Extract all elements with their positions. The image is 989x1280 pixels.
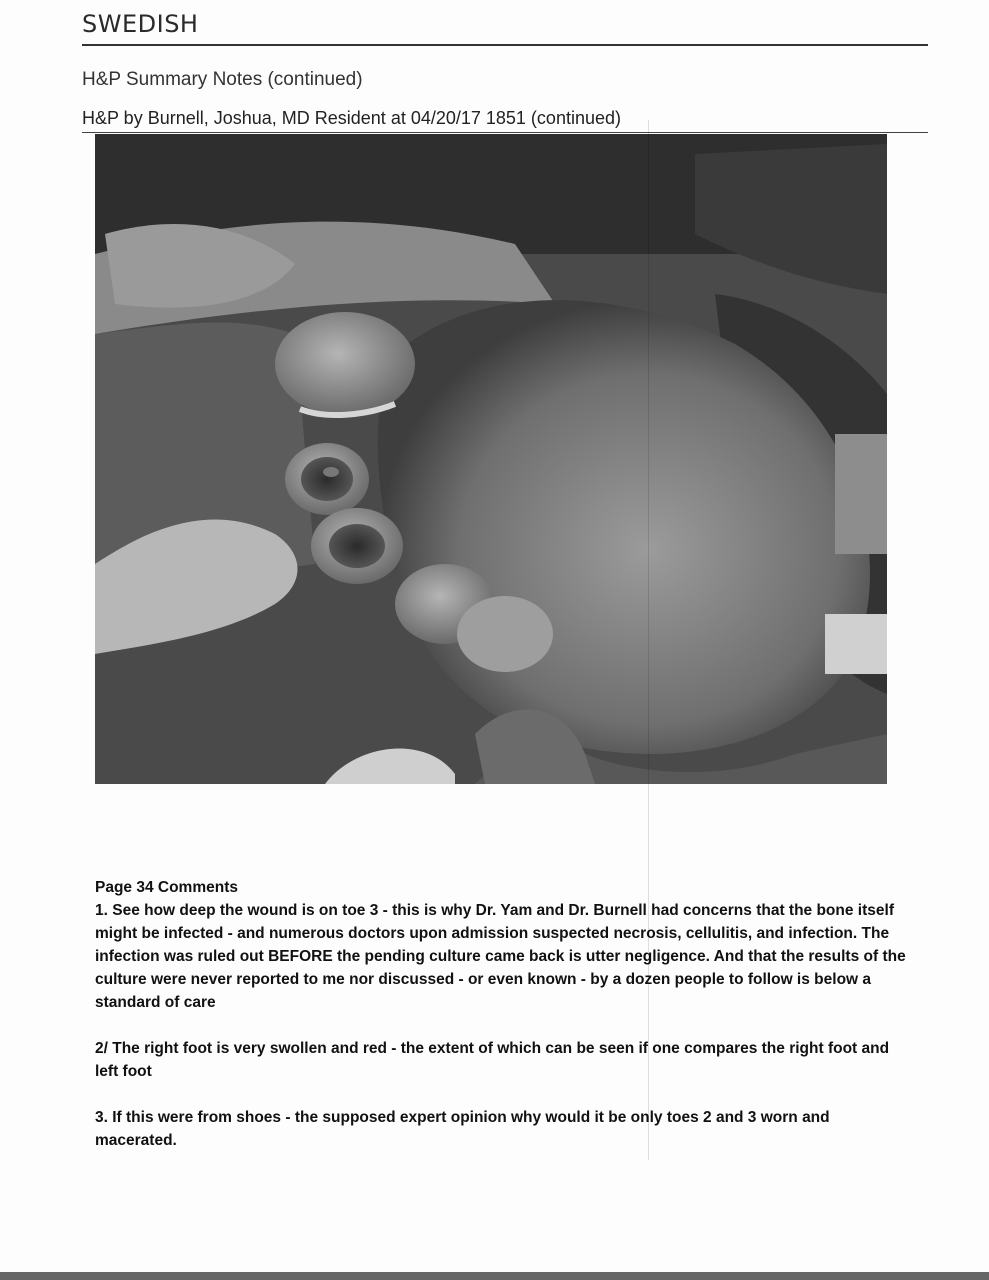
author-line: H&P by Burnell, Joshua, MD Resident at 04/20/17 1851 (continued): [82, 108, 621, 128]
summary-title: H&P Summary Notes (continued): [82, 69, 363, 90]
comments-heading: Page 34 Comments: [95, 879, 238, 896]
header-divider: [82, 44, 928, 46]
comment-item-2: 2/ The right foot is very swollen and red - the extent of which can be seen if one compares the right foot and left foot: [95, 1040, 890, 1080]
comment-item-3: 3. If this were from shoes - the supposed expert opinion why would it be only toes 2 and 3 worn and macerated.: [95, 1109, 830, 1149]
author-divider: [82, 132, 928, 133]
comment-item-1: 1. See how deep the wound is on toe 3 - this is why Dr. Yam and Dr. Burnell had concerns that the bone itself might be infected - and numerous doctors upon admission suspected necrosis, cellulitis, and infection. The infection was ruled out BEFORE the pending culture came back is utter negligence. And that the results of the culture were never reported to me nor discussed - or even known - by a dozen people to follow is below a standard of care: [95, 902, 906, 1011]
foot-photo: [95, 134, 887, 784]
scan-artifact-line: [648, 120, 649, 1160]
brand-header: SWEDISH: [82, 10, 199, 38]
foot-photo-icon: [95, 134, 887, 784]
comments-section: [95, 876, 910, 1152]
scan-bottom-edge: [0, 1272, 989, 1280]
